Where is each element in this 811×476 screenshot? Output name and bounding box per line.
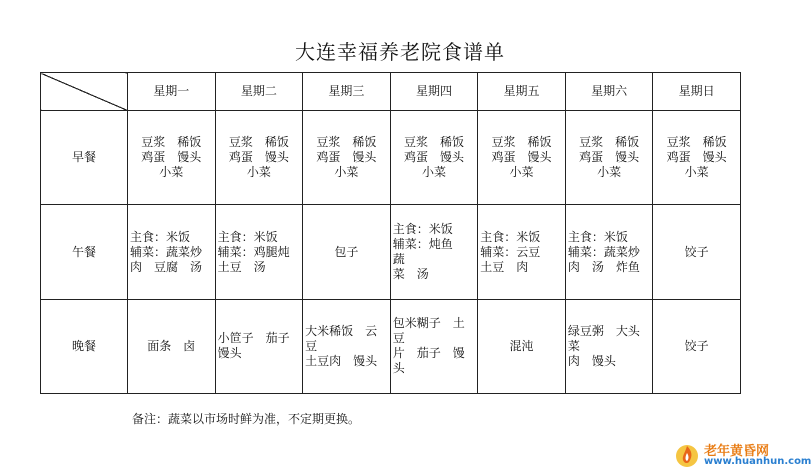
watermark-url: www.huanhun.com xyxy=(704,456,811,467)
menu-cell: 饺子 xyxy=(653,205,741,299)
page-title: 大连幸福养老院食谱单 xyxy=(295,40,505,64)
menu-cell: 绿豆粥 大头菜 肉 馒头 xyxy=(565,299,653,393)
day-header: 星期日 xyxy=(653,73,741,111)
menu-cell: 包子 xyxy=(303,205,391,299)
meal-name-cell: 晚餐 xyxy=(41,299,128,393)
menu-cell: 豆浆 稀饭 鸡蛋 馒头 小菜 xyxy=(303,111,391,205)
menu-cell: 豆浆 稀饭 鸡蛋 馒头 小菜 xyxy=(128,111,216,205)
menu-cell: 小笸子 茄子 馒头 xyxy=(215,299,303,393)
watermark-site-name: 老年黄昏网 xyxy=(704,444,770,459)
corner-diagonal-cell xyxy=(41,73,128,111)
menu-cell: 豆浆 稀饭 鸡蛋 馒头 小菜 xyxy=(478,111,566,205)
day-header: 星期二 xyxy=(215,73,303,111)
menu-cell: 主食：米饭 辅菜：炖鱼 蔬 菜 汤 xyxy=(390,205,478,299)
menu-cell: 混沌 xyxy=(478,299,566,393)
meal-row xyxy=(41,205,741,299)
day-header: 星期一 xyxy=(128,73,216,111)
day-header: 星期四 xyxy=(390,73,478,111)
menu-cell: 大米稀饭 云豆 土豆肉 馒头 xyxy=(303,299,391,393)
menu-cell: 饺子 xyxy=(653,299,741,393)
menu-cell: 包米糊子 土豆 片 茄子 馒头 xyxy=(390,299,478,393)
menu-cell: 面条 卤 xyxy=(128,299,216,393)
meal-name-cell: 早餐 xyxy=(41,111,128,205)
menu-cell: 主食：米饭 辅菜：云豆 土豆 肉 xyxy=(478,205,566,299)
footnote: 备注：蔬菜以市场时鲜为准，不定期更换。 xyxy=(132,412,361,426)
header-row xyxy=(41,73,741,111)
menu-cell: 主食：米饭 辅菜：蔬菜炒 肉 汤 炸鱼 xyxy=(565,205,653,299)
meal-name-cell: 午餐 xyxy=(41,205,128,299)
flame-logo-icon xyxy=(674,442,700,468)
meal-row xyxy=(41,111,741,205)
meal-menu-table xyxy=(40,72,741,394)
watermark-logo xyxy=(674,440,811,470)
day-header: 星期六 xyxy=(565,73,653,111)
menu-cell: 豆浆 稀饭 鸡蛋 馒头 小菜 xyxy=(653,111,741,205)
menu-cell: 豆浆 稀饭 鸡蛋 馒头 小菜 xyxy=(565,111,653,205)
day-header: 星期五 xyxy=(478,73,566,111)
day-header: 星期三 xyxy=(303,73,391,111)
meal-row xyxy=(41,299,741,393)
menu-cell: 豆浆 稀饭 鸡蛋 馒头 小菜 xyxy=(215,111,303,205)
menu-cell: 主食：米饭 辅菜：鸡腿炖 土豆 汤 xyxy=(215,205,303,299)
menu-cell: 主食：米饭 辅菜：蔬菜炒 肉 豆腐 汤 xyxy=(128,205,216,299)
menu-cell: 豆浆 稀饭 鸡蛋 馒头 小菜 xyxy=(390,111,478,205)
